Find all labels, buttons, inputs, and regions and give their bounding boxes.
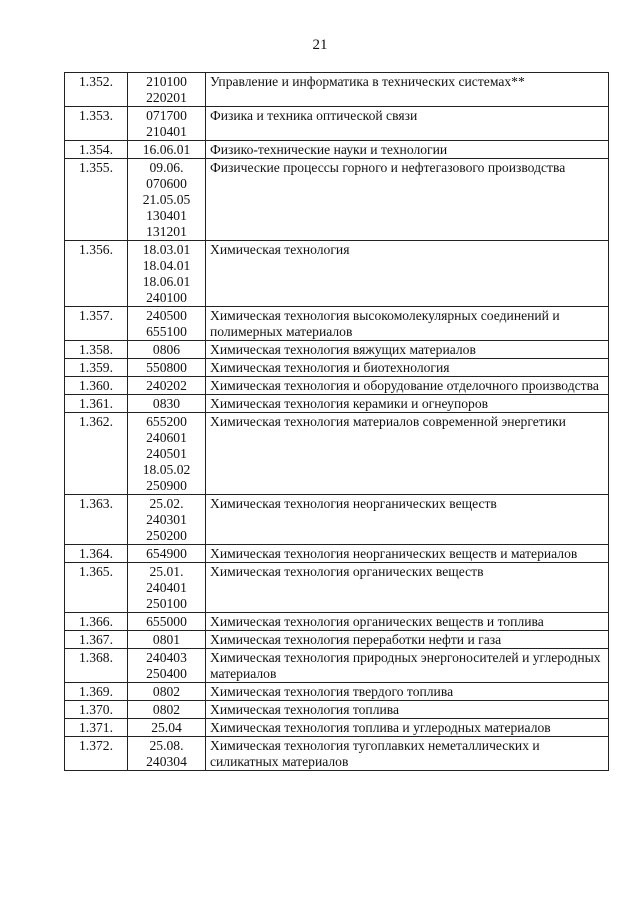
row-number: 1.352. bbox=[65, 73, 128, 107]
specialties-table bbox=[64, 72, 609, 771]
specialty-code: 0801 bbox=[152, 632, 181, 647]
specialty-code: 25.01. bbox=[149, 564, 184, 579]
table-row bbox=[65, 107, 609, 141]
specialty-code: 240403 bbox=[146, 650, 187, 665]
table-row bbox=[65, 495, 609, 545]
specialty-codes bbox=[128, 395, 206, 413]
row-number: 1.362. bbox=[65, 413, 128, 495]
specialty-title: Физика и техника оптической связи bbox=[206, 107, 609, 141]
specialty-title: Управление и информатика в технических системах** bbox=[206, 73, 609, 107]
specialty-code: 250900 bbox=[146, 478, 187, 493]
specialty-code: 0830 bbox=[152, 396, 181, 411]
specialty-code: 0802 bbox=[152, 702, 181, 717]
specialty-code: 18.04.01 bbox=[142, 258, 191, 273]
table-row bbox=[65, 613, 609, 631]
specialty-codes bbox=[128, 701, 206, 719]
specialty-title: Химическая технология высокомолекулярных соединений и полимерных материалов bbox=[206, 307, 609, 341]
specialty-title: Химическая технология органических веществ и топлива bbox=[206, 613, 609, 631]
specialty-code: 240401 bbox=[146, 580, 187, 595]
table-row bbox=[65, 631, 609, 649]
specialty-code: 654900 bbox=[146, 546, 187, 561]
specialty-title: Химическая технология природных энергоносителей и углеродных материалов bbox=[206, 649, 609, 683]
specialty-title: Химическая технология материалов современной энергетики bbox=[206, 413, 609, 495]
specialty-code: 240100 bbox=[146, 290, 187, 305]
specialty-codes bbox=[128, 683, 206, 701]
specialty-code: 25.02. bbox=[149, 496, 184, 511]
specialty-code: 210100 bbox=[146, 74, 187, 89]
specialty-codes bbox=[128, 495, 206, 545]
specialty-title: Химическая технология твердого топлива bbox=[206, 683, 609, 701]
specialty-codes bbox=[128, 359, 206, 377]
row-number: 1.369. bbox=[65, 683, 128, 701]
table-row bbox=[65, 341, 609, 359]
specialty-codes bbox=[128, 377, 206, 395]
table-row bbox=[65, 649, 609, 683]
table-row bbox=[65, 719, 609, 737]
specialty-title: Химическая технология топлива bbox=[206, 701, 609, 719]
specialty-codes bbox=[128, 241, 206, 307]
specialty-codes bbox=[128, 413, 206, 495]
specialty-code: 250200 bbox=[146, 528, 187, 543]
specialty-title: Физико-технические науки и технологии bbox=[206, 141, 609, 159]
specialty-title: Химическая технология неорганических веществ и материалов bbox=[206, 545, 609, 563]
row-number: 1.361. bbox=[65, 395, 128, 413]
specialty-code: 250400 bbox=[146, 666, 187, 681]
specialty-title: Физические процессы горного и нефтегазового производства bbox=[206, 159, 609, 241]
specialty-code: 550800 bbox=[146, 360, 187, 375]
table-row bbox=[65, 413, 609, 495]
specialty-title: Химическая технология переработки нефти и газа bbox=[206, 631, 609, 649]
specialty-code: 131201 bbox=[146, 224, 187, 239]
specialty-codes bbox=[128, 613, 206, 631]
specialty-code: 0806 bbox=[152, 342, 181, 357]
specialty-title: Химическая технология тугоплавких неметаллических и силикатных материалов bbox=[206, 737, 609, 771]
specialty-codes bbox=[128, 631, 206, 649]
specialty-code: 655100 bbox=[146, 324, 187, 339]
specialty-code: 210401 bbox=[146, 124, 187, 139]
row-number: 1.365. bbox=[65, 563, 128, 613]
specialty-code: 655000 bbox=[146, 614, 187, 629]
specialty-code: 655200 bbox=[146, 414, 187, 429]
specialty-codes bbox=[128, 563, 206, 613]
specialty-code: 130401 bbox=[146, 208, 187, 223]
specialty-title: Химическая технология и биотехнология bbox=[206, 359, 609, 377]
row-number: 1.364. bbox=[65, 545, 128, 563]
specialty-code: 0802 bbox=[152, 684, 181, 699]
specialty-codes bbox=[128, 737, 206, 771]
specialty-code: 240500 bbox=[146, 308, 187, 323]
specialty-code: 071700 bbox=[146, 108, 187, 123]
row-number: 1.355. bbox=[65, 159, 128, 241]
specialty-title: Химическая технология керамики и огнеупоров bbox=[206, 395, 609, 413]
row-number: 1.368. bbox=[65, 649, 128, 683]
row-number: 1.367. bbox=[65, 631, 128, 649]
row-number: 1.363. bbox=[65, 495, 128, 545]
table-row bbox=[65, 737, 609, 771]
specialty-title: Химическая технология топлива и углеродных материалов bbox=[206, 719, 609, 737]
specialty-codes bbox=[128, 545, 206, 563]
specialty-code: 16.06.01 bbox=[142, 142, 191, 157]
specialty-codes bbox=[128, 307, 206, 341]
table-row bbox=[65, 395, 609, 413]
specialty-code: 240501 bbox=[146, 446, 187, 461]
table-row bbox=[65, 545, 609, 563]
table-row bbox=[65, 241, 609, 307]
table-row bbox=[65, 377, 609, 395]
specialty-code: 25.04 bbox=[151, 720, 182, 735]
table-row bbox=[65, 563, 609, 613]
table-row bbox=[65, 701, 609, 719]
row-number: 1.356. bbox=[65, 241, 128, 307]
specialty-code: 240301 bbox=[146, 512, 187, 527]
row-number: 1.371. bbox=[65, 719, 128, 737]
specialty-code: 09.06. bbox=[149, 160, 184, 175]
specialty-codes bbox=[128, 719, 206, 737]
specialty-title: Химическая технология bbox=[206, 241, 609, 307]
specialty-code: 070600 bbox=[146, 176, 187, 191]
specialty-codes bbox=[128, 107, 206, 141]
specialty-code: 25.08. bbox=[149, 738, 184, 753]
table-row bbox=[65, 359, 609, 377]
specialty-code: 21.05.05 bbox=[142, 192, 191, 207]
row-number: 1.370. bbox=[65, 701, 128, 719]
specialty-codes bbox=[128, 159, 206, 241]
specialty-codes bbox=[128, 341, 206, 359]
specialty-code: 240304 bbox=[146, 754, 187, 769]
specialty-code: 18.05.02 bbox=[142, 462, 191, 477]
specialty-code: 220201 bbox=[146, 90, 187, 105]
specialty-title: Химическая технология и оборудование отделочного производства bbox=[206, 377, 609, 395]
table-body bbox=[65, 73, 609, 771]
table-row bbox=[65, 683, 609, 701]
specialty-title: Химическая технология вяжущих материалов bbox=[206, 341, 609, 359]
row-number: 1.354. bbox=[65, 141, 128, 159]
row-number: 1.353. bbox=[65, 107, 128, 141]
specialty-title: Химическая технология неорганических веществ bbox=[206, 495, 609, 545]
specialty-codes bbox=[128, 73, 206, 107]
specialty-code: 250100 bbox=[146, 596, 187, 611]
specialty-code: 240202 bbox=[146, 378, 187, 393]
specialty-codes bbox=[128, 141, 206, 159]
row-number: 1.360. bbox=[65, 377, 128, 395]
page-number: 21 bbox=[312, 37, 328, 53]
row-number: 1.357. bbox=[65, 307, 128, 341]
row-number: 1.372. bbox=[65, 737, 128, 771]
row-number: 1.366. bbox=[65, 613, 128, 631]
table-row bbox=[65, 73, 609, 107]
row-number: 1.359. bbox=[65, 359, 128, 377]
table-row bbox=[65, 307, 609, 341]
table-row bbox=[65, 159, 609, 241]
specialty-code: 18.06.01 bbox=[142, 274, 191, 289]
table-row bbox=[65, 141, 609, 159]
row-number: 1.358. bbox=[65, 341, 128, 359]
specialty-code: 18.03.01 bbox=[142, 242, 191, 257]
specialty-title: Химическая технология органических веществ bbox=[206, 563, 609, 613]
specialty-code: 240601 bbox=[146, 430, 187, 445]
specialty-codes bbox=[128, 649, 206, 683]
